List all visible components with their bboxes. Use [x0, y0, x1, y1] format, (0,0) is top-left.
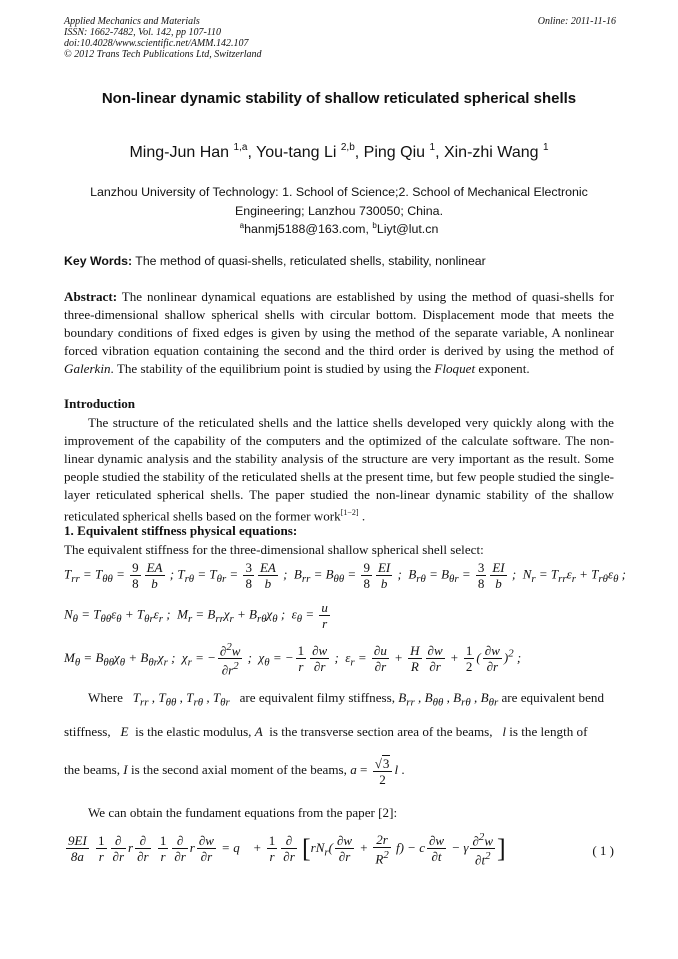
where-line-2: stiffness, E is the elastic modulus, A is the transverse section area of the beams, l is the length of: [64, 724, 588, 739]
doi-line: doi:10.4028/www.scientific.net/AMM.142.107: [64, 38, 249, 49]
issn-line: ISSN: 1662-7482, Vol. 142, pp 107-110: [64, 27, 222, 38]
floquet-term: Floquet: [434, 361, 476, 377]
equation-stiffness-row-2: $N_\theta = T_{\theta\theta}\varepsilon_\theta + T_{\theta r}\varepsilon_r$ ; $M_r = B_{rr}\chi_r + B_{r\theta}\chi_\theta$ ; $\varepsilon_\theta$ = $\frac{u}{r}$: [64, 600, 328, 631]
keywords-label: Key Words:: [64, 254, 133, 268]
author-sup: 1: [542, 142, 549, 153]
beams-word: the beams,: [64, 762, 120, 777]
email-line: [0, 221, 678, 236]
author-list: Ming-Jun Han $^{1,a}$, You-tang Li $^{2,b}$, Ping Qiu $^1$, Xin-zhi Wang $^1$: [129, 142, 549, 161]
affiliation-line-2: Engineering; Lanzhou 730050; China.: [234, 204, 444, 218]
online-date: Online: 2011-11-16: [537, 16, 616, 27]
abstract-text-2: . The stability of the equilibrium point is studied by using the: [110, 361, 435, 377]
affiliation-line-1: Lanzhou University of Technology: 1. School of Science;2. School of Mechanical Electronic: [90, 185, 588, 199]
a-description: is the transverse section area of the beams,: [269, 724, 493, 739]
introduction-heading: Introduction: [64, 396, 136, 411]
author-name: You-tang Li: [256, 144, 337, 161]
equation-stiffness-row-1: $T_{rr} = T_{\theta\theta}$ = $\frac{9}{8}$ $\frac{EA}{b}$ ; $T_{r\theta} = T_{\theta r}$ = $\frac{3}{8}$ $\frac{EA}{b}$ ; $B_{rr} = B_{\theta\theta}$ = $\frac{9}{8}$ $\frac{EI}{b}$ ; $B_{r\theta} = B_{\theta r}$ = $\frac{3}{8}$ $\frac{EI}{b}$ ; $N_r = T_{rr}\varepsilon_r + T_{r\theta}\varepsilon_\theta$ ;: [64, 560, 627, 591]
abstract-label: Abstract:: [64, 289, 118, 304]
stiffness-word: stiffness,: [64, 724, 111, 739]
e-description: is the elastic modulus,: [135, 724, 252, 739]
equation-number: ( 1 ): [592, 843, 614, 858]
abstract-text-1: The nonlinear dynamical equations are established by using the method of quasi-shells for three-dimensional shallow spherical shells with circular bottom. Displacement mode that meets the boundary conditions of fixed edges is given by using the method of the separate variable, A nonlinear forced vibration equation containing the second and the third order is derived by using the method of: [64, 289, 614, 359]
section-1-lead: The equivalent stiffness for the three-dimensional shallow spherical shell select:: [64, 542, 484, 557]
author-name: Xin-zhi Wang: [443, 144, 539, 161]
paper-title: Non-linear dynamic stability of shallow reticulated spherical shells: [101, 90, 577, 107]
email-sup-a: a: [239, 221, 245, 230]
abstract-text-3: exponent.: [475, 361, 530, 377]
bend-stiffness-text: are equivalent bend: [501, 690, 605, 705]
citation: [1−2]: [340, 508, 359, 518]
l-description: is the length of: [509, 724, 588, 739]
author-sup: 1: [429, 142, 436, 153]
where-line-1: Where $T_{rr}$ , $T_{\theta\theta}$ , $T_{r\theta}$ , $T_{\theta r}$ are equivalent filmy stiffness, $B_{rr}$ , $B_{\theta\theta}$ , $B_{r\theta}$ , $B_{\theta r}$ are equivalent bend: [88, 690, 605, 709]
email-b[interactable]: Liyt@lut.cn: [376, 222, 439, 236]
where-line-3: the beams, I is the second axial moment of the beams, a = $\frac{√3}{2}$ l .: [64, 756, 405, 787]
introduction-text: [64, 414, 614, 526]
where-word: Where: [88, 690, 123, 705]
abstract: [64, 288, 614, 378]
copyright-line: © 2012 Trans Tech Publications Ltd, Switzerland: [64, 49, 262, 60]
filmy-stiffness-text: are equivalent filmy stiffness,: [239, 690, 395, 705]
introduction-body: The structure of the reticulated shells and the lattice shells developed very quickly along with the improvement of the capability of the computers and the optimized of the calculate software. The non-linear dynamic analysis and the stability analysis of the structure are very important as the result. Some people studied the stability of the reticulated shells at the present time, but few people studied the single-layer reticulated spherical shells. The paper studied the non-linear dynamic stability of the shallow reticulated spherical shells based on the former work: [64, 415, 614, 524]
equation-1: $\frac{9EI}{8a}$ $\frac{1}{r}$ $\frac{\partial}{\partial r}$ r $\frac{\partial}{\partial r}$ $\frac{1}{r}$ $\frac{\partial}{\partial r}$ r $\frac{\partial w}{\partial r}$ = q + $\frac{1}{r}$ $\frac{\partial}{\partial r}$ [$rN_r$( $\frac{\partial w}{\partial r}$ + $\frac{2r}{R^2}$ f) − c $\frac{\partial w}{\partial t}$ − γ $\frac{\partial^2w}{\partial t^2}$ ]: [68, 831, 506, 868]
email-sup-b: b: [372, 221, 377, 230]
author-sup: 1,a: [233, 142, 248, 153]
keywords: [64, 254, 486, 268]
galerkin-term: Galerkin: [64, 361, 111, 377]
journal-name: Applied Mechanics and Materials: [64, 16, 200, 27]
introduction-end: .: [358, 508, 366, 524]
publication-metadata: [64, 16, 262, 60]
author-name: Ming-Jun Han: [129, 144, 230, 161]
i-description: is the second axial moment of the beams,: [130, 762, 347, 777]
fundamental-text: We can obtain the fundament equations from the paper [2]:: [88, 805, 398, 820]
author-sup: 2,b: [340, 142, 355, 153]
author-name: Ping Qiu: [363, 144, 426, 161]
email-a[interactable]: hanmj5188@163.com,: [244, 222, 373, 236]
keywords-text: The method of quasi-shells, reticulated shells, stability, nonlinear: [132, 254, 486, 268]
equation-stiffness-row-3: $M_\theta = B_{\theta\theta}\chi_\theta + B_{\theta r}\chi_r$ ; $\chi_r$ = − $\frac{\partial^2w}{\partial r^2}$ ; $\chi_\theta$ = − $\frac{1}{r}$ $\frac{\partial w}{\partial r}$ ; $\varepsilon_r$ = $\frac{\partial u}{\partial r}$ + $\frac{H}{R}$ $\frac{\partial w}{\partial r}$ + $\frac{1}{2}$ ( $\frac{\partial w}{\partial r}$ )$^2$ ;: [64, 641, 522, 678]
section-1-heading: 1. Equivalent stiffness physical equations:: [64, 523, 298, 538]
